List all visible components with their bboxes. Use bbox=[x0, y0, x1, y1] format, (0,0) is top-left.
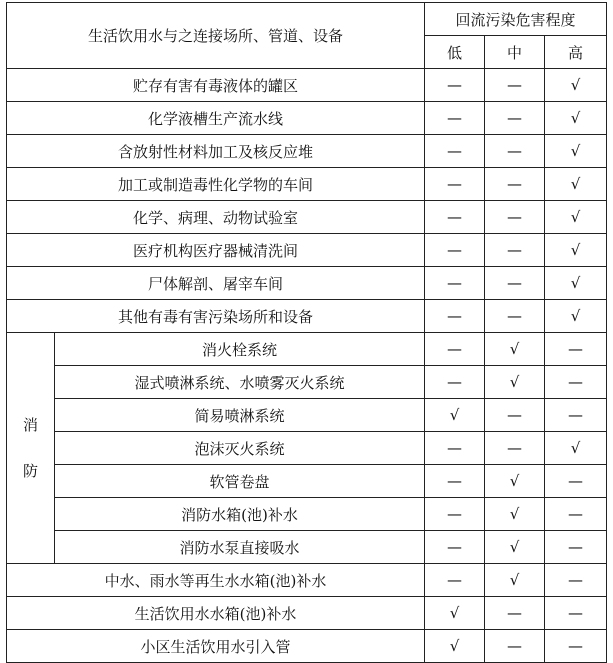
row-item-label: 化学、病理、动物试验室 bbox=[7, 201, 425, 234]
mid-cell: — bbox=[485, 267, 545, 300]
mid-cell: √ bbox=[485, 531, 545, 564]
row-item-label: 消防水箱(池)补水 bbox=[55, 498, 425, 531]
high-cell: √ bbox=[545, 267, 607, 300]
table-row bbox=[7, 267, 607, 300]
low-cell: — bbox=[425, 498, 485, 531]
mid-cell: √ bbox=[485, 465, 545, 498]
low-cell: — bbox=[425, 201, 485, 234]
row-item-label: 消防水泵直接吸水 bbox=[55, 531, 425, 564]
table-row bbox=[7, 531, 607, 564]
row-item-label: 加工或制造毒性化学物的车间 bbox=[7, 168, 425, 201]
mid-cell: — bbox=[485, 69, 545, 102]
mid-cell: √ bbox=[485, 333, 545, 366]
low-cell: — bbox=[425, 465, 485, 498]
high-cell: √ bbox=[545, 69, 607, 102]
row-item-label: 中水、雨水等再生水水箱(池)补水 bbox=[7, 564, 425, 597]
high-cell: — bbox=[545, 531, 607, 564]
low-cell: — bbox=[425, 300, 485, 333]
mid-cell: √ bbox=[485, 366, 545, 399]
high-cell: √ bbox=[545, 135, 607, 168]
row-item-label: 消火栓系统 bbox=[55, 333, 425, 366]
high-cell: — bbox=[545, 399, 607, 432]
low-cell: — bbox=[425, 69, 485, 102]
high-cell: √ bbox=[545, 300, 607, 333]
table-row bbox=[7, 168, 607, 201]
row-item-label: 小区生活饮用水引入管 bbox=[7, 630, 425, 663]
level-mid-header: 中 bbox=[485, 36, 545, 69]
table-row bbox=[7, 630, 607, 663]
row-item-label: 生活饮用水水箱(池)补水 bbox=[7, 597, 425, 630]
low-cell: √ bbox=[425, 399, 485, 432]
high-cell: √ bbox=[545, 102, 607, 135]
row-item-label: 湿式喷淋系统、水喷雾灭火系统 bbox=[55, 366, 425, 399]
mid-cell: √ bbox=[485, 498, 545, 531]
table-row bbox=[7, 597, 607, 630]
table-row bbox=[7, 69, 607, 102]
high-cell: √ bbox=[545, 168, 607, 201]
row-item-label: 化学液槽生产流水线 bbox=[7, 102, 425, 135]
mid-cell: — bbox=[485, 168, 545, 201]
high-cell: √ bbox=[545, 234, 607, 267]
level-low-header: 低 bbox=[425, 36, 485, 69]
table-row bbox=[7, 465, 607, 498]
high-cell: — bbox=[545, 498, 607, 531]
mid-cell: — bbox=[485, 135, 545, 168]
item-column-header: 生活饮用水与之连接场所、管道、设备 bbox=[7, 3, 425, 69]
high-cell: — bbox=[545, 333, 607, 366]
hazard-table-container bbox=[6, 2, 607, 663]
table-row bbox=[7, 498, 607, 531]
table-row bbox=[7, 135, 607, 168]
table-row bbox=[7, 201, 607, 234]
low-cell: — bbox=[425, 531, 485, 564]
table-row bbox=[7, 399, 607, 432]
mid-cell: — bbox=[485, 399, 545, 432]
low-cell: — bbox=[425, 564, 485, 597]
hazard-level-header: 回流污染危害程度 bbox=[425, 3, 607, 36]
low-cell: — bbox=[425, 432, 485, 465]
high-cell: — bbox=[545, 564, 607, 597]
group-label-char: 消 bbox=[22, 416, 38, 434]
mid-cell: — bbox=[485, 102, 545, 135]
backflow-hazard-table bbox=[6, 2, 607, 663]
high-cell: √ bbox=[545, 432, 607, 465]
high-cell: √ bbox=[545, 201, 607, 234]
low-cell: — bbox=[425, 267, 485, 300]
mid-cell: — bbox=[485, 234, 545, 267]
row-item-label: 简易喷淋系统 bbox=[55, 399, 425, 432]
row-item-label: 泡沫灭火系统 bbox=[55, 432, 425, 465]
mid-cell: — bbox=[485, 300, 545, 333]
low-cell: √ bbox=[425, 630, 485, 663]
mid-cell: — bbox=[485, 630, 545, 663]
high-cell: — bbox=[545, 366, 607, 399]
low-cell: — bbox=[425, 333, 485, 366]
low-cell: √ bbox=[425, 597, 485, 630]
table-row bbox=[7, 300, 607, 333]
mid-cell: — bbox=[485, 597, 545, 630]
table-row bbox=[7, 366, 607, 399]
table-row bbox=[7, 234, 607, 267]
row-item-label: 含放射性材料加工及核反应堆 bbox=[7, 135, 425, 168]
row-item-label: 医疗机构医疗器械清洗间 bbox=[7, 234, 425, 267]
group-label-char: 防 bbox=[22, 462, 38, 480]
mid-cell: — bbox=[485, 201, 545, 234]
mid-cell: — bbox=[485, 432, 545, 465]
low-cell: — bbox=[425, 135, 485, 168]
low-cell: — bbox=[425, 234, 485, 267]
table-row bbox=[7, 432, 607, 465]
row-item-label: 尸体解剖、屠宰车间 bbox=[7, 267, 425, 300]
low-cell: — bbox=[425, 102, 485, 135]
row-item-label: 其他有毒有害污染场所和设备 bbox=[7, 300, 425, 333]
high-cell: — bbox=[545, 597, 607, 630]
low-cell: — bbox=[425, 168, 485, 201]
table-row bbox=[7, 102, 607, 135]
row-item-label: 贮存有害有毒液体的罐区 bbox=[7, 69, 425, 102]
header-row-top bbox=[7, 3, 607, 36]
table-row bbox=[7, 333, 607, 366]
table-row bbox=[7, 564, 607, 597]
row-item-label: 软管卷盘 bbox=[55, 465, 425, 498]
low-cell: — bbox=[425, 366, 485, 399]
high-cell: — bbox=[545, 630, 607, 663]
mid-cell: √ bbox=[485, 564, 545, 597]
high-cell: — bbox=[545, 465, 607, 498]
level-high-header: 高 bbox=[545, 36, 607, 69]
fire-protection-group-label bbox=[7, 333, 55, 564]
